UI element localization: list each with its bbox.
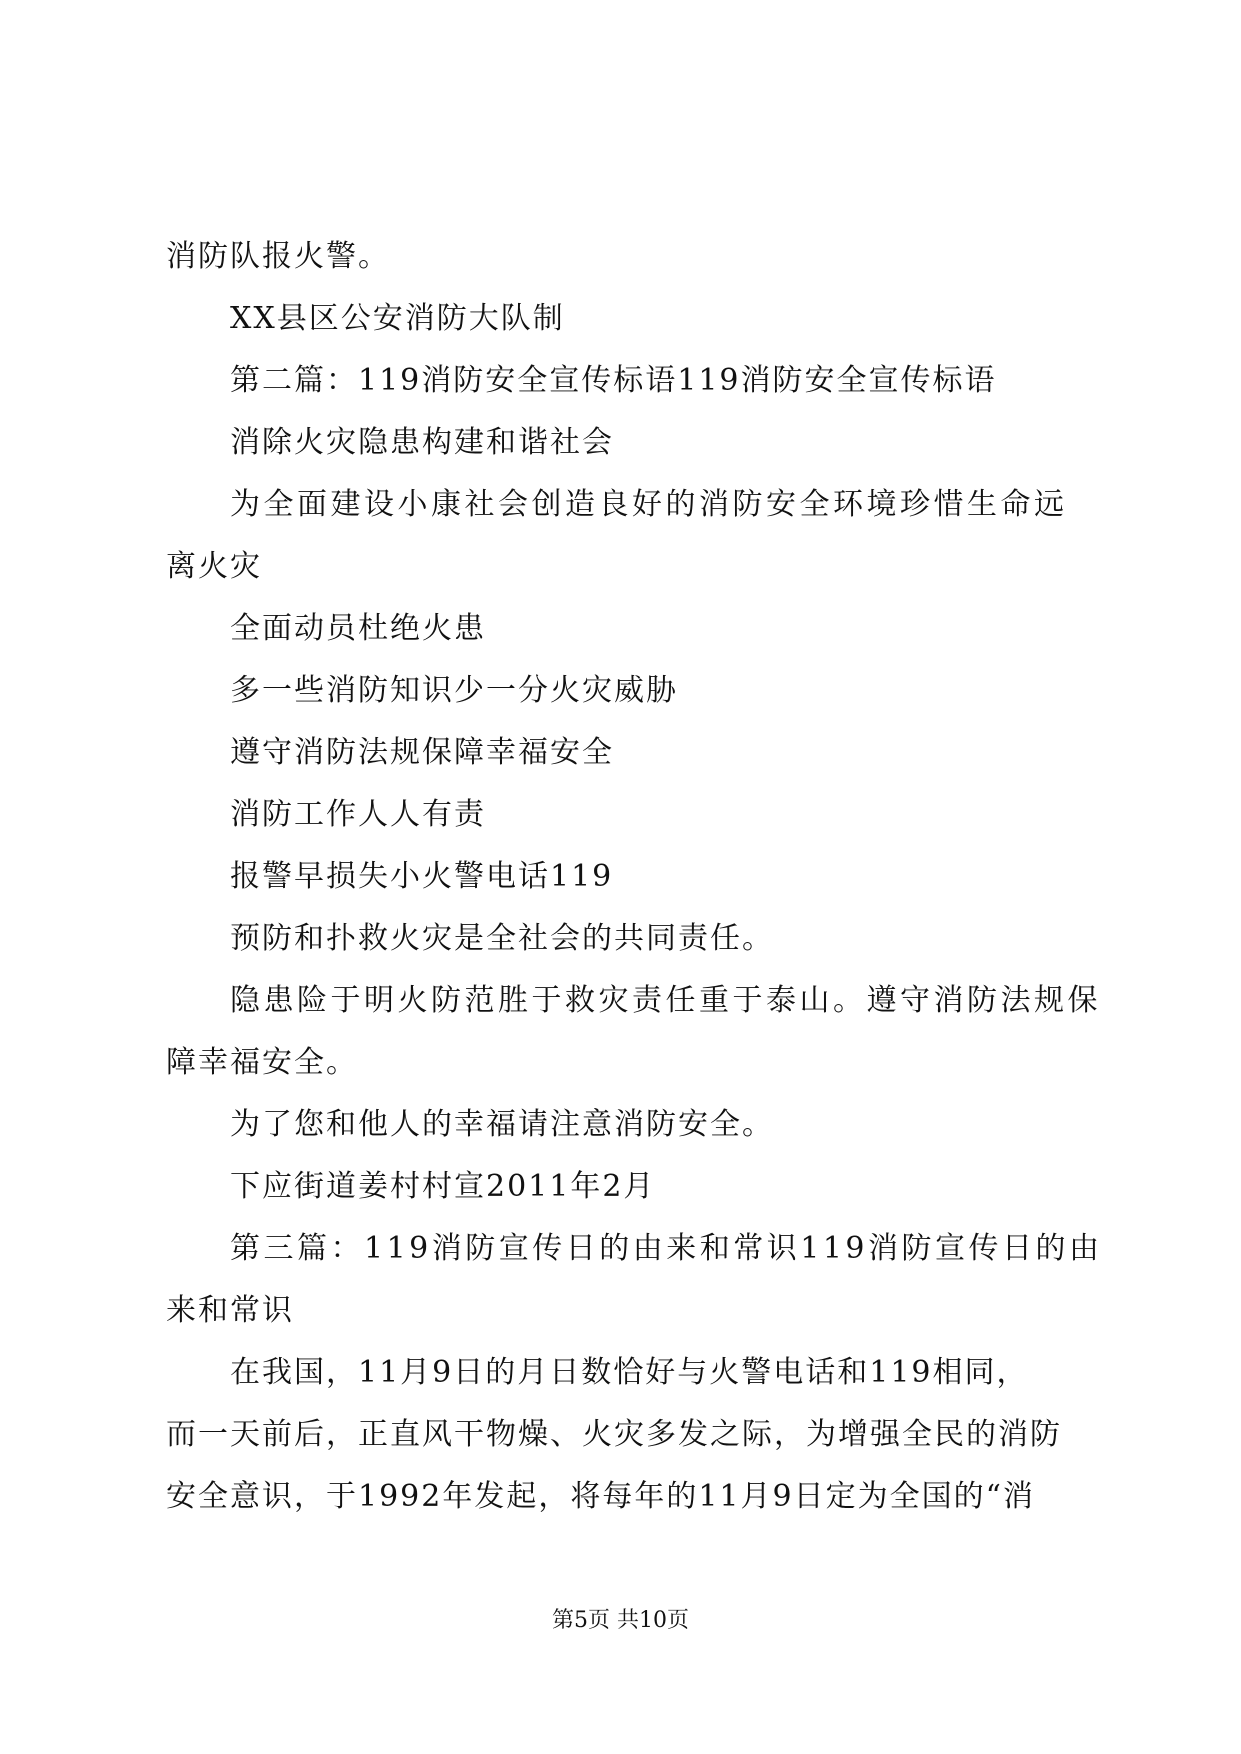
slogan-line: 消防工作人人有责 [230,797,486,832]
paragraph-line: 安全意识，于1992年发起，将每年的11月9日定为全国的“消 [166,1479,1035,1514]
signature-line: 下应街道姜村村宣2011年2月 [230,1169,656,1204]
slogan-line-continued: 离火灾 [166,549,262,584]
slogan-line: 为全面建设小康社会创造良好的消防安全环境珍惜生命远 [230,487,1068,522]
section-heading: 第二篇：119消防安全宣传标语119消防安全宣传标语 [230,363,997,398]
slogan-line: 遵守消防法规保障幸福安全 [230,735,614,770]
text-line: XX县区公安消防大队制 [230,301,565,336]
section-heading: 第三篇：119消防宣传日的由来和常识119消防宣传日的由 [230,1231,1103,1266]
text-line: 消防队报火警。 [166,239,390,274]
slogan-line: 报警早损失小火警电话119 [230,859,614,894]
slogan-line-continued: 障幸福安全。 [166,1045,358,1080]
page-footer: 第5页 共10页 [552,1608,689,1633]
paragraph-line: 而一天前后，正直风干物燥、火灾多发之际，为增强全民的消防 [166,1417,1062,1452]
slogan-line: 预防和扑救火灾是全社会的共同责任。 [230,921,774,956]
paragraph-line: 在我国，11月9日的月日数恰好与火警电话和119相同， [230,1355,1029,1390]
slogan-line: 消除火灾隐患构建和谐社会 [230,425,614,460]
body-text [166,226,1103,1528]
slogan-line: 为了您和他人的幸福请注意消防安全。 [230,1107,774,1142]
slogan-line: 隐患险于明火防范胜于救灾责任重于泰山。遵守消防法规保 [230,983,1101,1018]
slogan-line: 全面动员杜绝火患 [230,611,486,646]
slogan-line: 多一些消防知识少一分火灾威胁 [230,673,678,708]
section-heading-continued: 来和常识 [166,1293,294,1328]
